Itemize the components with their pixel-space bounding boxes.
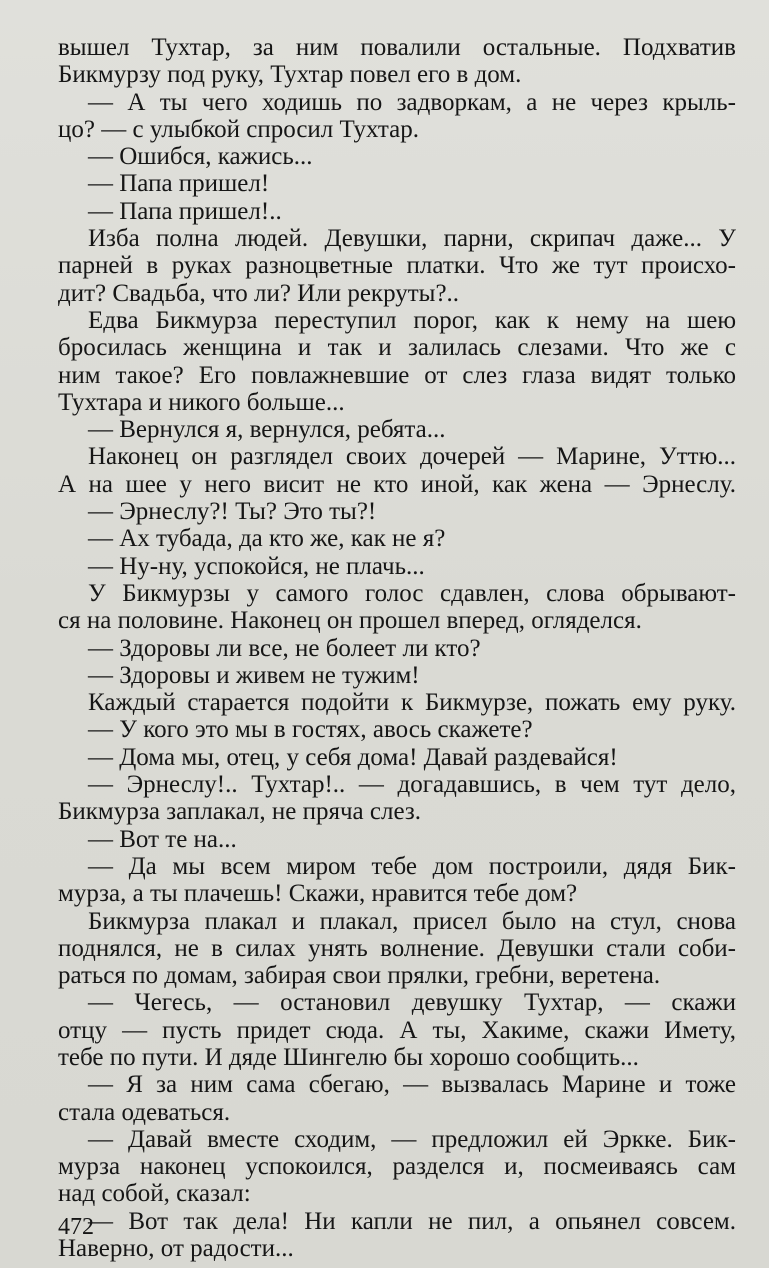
page-number: 472 — [58, 1214, 94, 1240]
text-line: мурза, а ты плачешь! Скажи, нравится тебе дом? — [58, 880, 578, 908]
text-line: — Я за ним сама сбегаю, — вызвалась Марине и тоже — [88, 1071, 736, 1099]
text-line: — У кого это мы в гостях, авось скажете? — [88, 716, 533, 744]
text-line: тебе по пути. И дяде Шингелю бы хорошо сообщить... — [58, 1043, 639, 1071]
text-line: — Давай вместе сходим, — предложил ей Эркке. Бик- — [88, 1125, 736, 1153]
text-line: парней в руках разноцветные платки. Что же тут происхо- — [58, 252, 736, 280]
text-line: — Вернулся я, вернулся, ребята... — [88, 416, 446, 444]
text-line: — Ах тубада, да кто же, как не я? — [88, 525, 446, 553]
text-line: — Ну-ну, успокойся, не плачь... — [88, 552, 425, 580]
text-line: — Папа пришел!.. — [88, 197, 282, 225]
text-line: — Дома мы, отец, у себя дома! Давай раздевайся! — [88, 743, 618, 771]
text-line: Бикмурза плакал и плакал, присел было на стул, снова — [88, 907, 736, 935]
text-line: дит? Свадьба, что ли? Или рекруты?.. — [58, 279, 460, 307]
text-line: Едва Бикмурза переступил порог, как к нему на шею — [88, 306, 736, 334]
text-line: стала одеваться. — [58, 1098, 231, 1126]
text-line: — Папа пришел! — [88, 170, 270, 198]
text-line: А на шее у него висит не кто иной, как жена — Эрнеслу. — [58, 470, 736, 498]
text-line: Бикмурзу под руку, Тухтар повел его в дом. — [58, 61, 522, 89]
text-line: — Да мы всем миром тебе дом построили, дядя Бик- — [88, 852, 736, 880]
text-line: — А ты чего ходишь по задворкам, а не через крыль- — [88, 88, 736, 116]
text-line: — Здоровы и живем не тужим! — [88, 661, 420, 689]
text-line: бросилась женщина и так и залилась слезами. Что же с — [58, 334, 736, 362]
text-line: — Вот так дела! Ни капли не пил, а опьянел совсем. — [88, 1207, 736, 1235]
text-line: Бикмурза заплакал, не пряча слез. — [58, 798, 422, 826]
text-line: ним такое? Его повлажневшие от слез глаза видят только — [58, 361, 736, 389]
text-line: ся на половине. Наконец он прошел вперед, огляделся. — [58, 607, 642, 635]
text-line: Наконец он разглядел своих дочерей — Марине, Уттю... — [88, 443, 736, 471]
body-text — [58, 34, 736, 1262]
text-line: Каждый старается подойти к Бикмурзе, пожать ему руку. — [88, 689, 736, 717]
text-line: — Чегесь, — остановил девушку Тухтар, — скажи — [88, 989, 736, 1017]
text-line: — Эрнеслу?! Ты? Это ты?! — [88, 498, 377, 526]
text-line: — Вот те на... — [88, 825, 237, 853]
text-line: Изба полна людей. Девушки, парни, скрипач даже... У — [88, 225, 736, 253]
text-line: — Ошибся, кажись... — [88, 143, 313, 171]
text-line: вышел Тухтар, за ним повалили остальные. Подхватив — [58, 34, 736, 61]
text-line: цо? — с улыбкой спросил Тухтар. — [58, 115, 419, 143]
text-line: над собой, сказал: — [58, 1180, 251, 1208]
text-line: поднялся, не в силах унять волнение. Девушки стали соби- — [58, 934, 736, 962]
text-line: — Здоровы ли все, не болеет ли кто? — [88, 634, 481, 662]
text-line: У Бикмурзы у самого голос сдавлен, слова обрывают- — [88, 579, 736, 607]
text-line: Наверно, от радости... — [58, 1235, 294, 1263]
text-line: — Эрнеслу!.. Тухтар!.. — догадавшись, в чем тут дело, — [88, 771, 736, 799]
text-line: отцу — пусть придет сюда. А ты, Хакиме, скажи Имету, — [58, 1016, 736, 1044]
text-line: мурза наконец успокоился, разделся и, посмеиваясь сам — [58, 1153, 736, 1181]
text-line: Тухтара и никого больше... — [58, 388, 345, 416]
text-line: раться по домам, забирая свои прялки, гребни, веретена. — [58, 962, 661, 990]
